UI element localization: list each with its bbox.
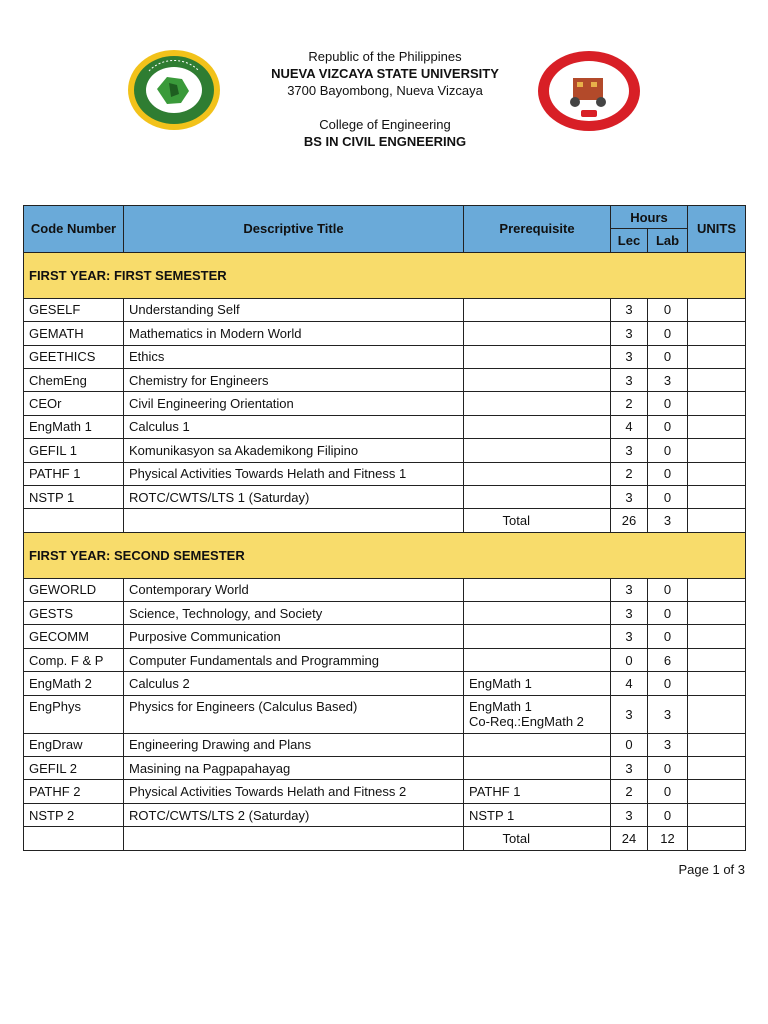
total-row: [24, 827, 746, 850]
lab-hours: 0: [648, 322, 688, 345]
lec-hours: 3: [611, 578, 648, 601]
lec-hours: 3: [611, 803, 648, 826]
table-row: [24, 439, 746, 462]
course-title: Engineering Drawing and Plans: [124, 733, 464, 756]
lec-hours: 2: [611, 780, 648, 803]
table-row: [24, 780, 746, 803]
course-title: Contemporary World: [124, 578, 464, 601]
code-number-header: Code Number: [24, 206, 124, 253]
total-lab: 12: [648, 827, 688, 850]
lab-hours: 0: [648, 757, 688, 780]
table-row: [24, 672, 746, 695]
lab-hours: 0: [648, 439, 688, 462]
table-row: [24, 368, 746, 391]
course-title: Mathematics in Modern World: [124, 322, 464, 345]
republic-line: Republic of the Philippines: [308, 49, 462, 64]
units-cell: [688, 392, 746, 415]
course-prerequisite: [464, 322, 611, 345]
units-cell: [688, 298, 746, 321]
course-code: PATHF 1: [24, 462, 124, 485]
course-code: GESTS: [24, 602, 124, 625]
table-row: [24, 602, 746, 625]
lab-hours: 6: [648, 648, 688, 671]
units-cell: [688, 415, 746, 438]
course-prerequisite: [464, 345, 611, 368]
units-header: UNITS: [688, 206, 746, 253]
units-cell: [688, 345, 746, 368]
course-code: GEFIL 2: [24, 757, 124, 780]
lab-hours: 0: [648, 345, 688, 368]
table-header-row: [24, 206, 746, 229]
table-row: [24, 695, 746, 733]
lec-hours: 3: [611, 322, 648, 345]
lab-hours: 0: [648, 803, 688, 826]
course-code: EngMath 2: [24, 672, 124, 695]
course-prerequisite: [464, 298, 611, 321]
course-prerequisite: [464, 462, 611, 485]
course-title: Ethics: [124, 345, 464, 368]
course-prerequisite: [464, 695, 611, 733]
course-title: Science, Technology, and Society: [124, 602, 464, 625]
units-cell: [688, 368, 746, 391]
table-row: [24, 757, 746, 780]
course-title: Physics for Engineers (Calculus Based): [124, 695, 464, 733]
total-label: Total: [464, 509, 611, 532]
college-name: College of Engineering: [319, 117, 451, 132]
table-row: [24, 462, 746, 485]
course-prerequisite: [464, 392, 611, 415]
course-code: NSTP 2: [24, 803, 124, 826]
units-cell: [688, 803, 746, 826]
course-prerequisite: [464, 733, 611, 756]
total-lec: 24: [611, 827, 648, 850]
units-cell: [688, 733, 746, 756]
lab-hours: 0: [648, 578, 688, 601]
lec-hours: 3: [611, 439, 648, 462]
lec-hours: 3: [611, 757, 648, 780]
course-title: Physical Activities Towards Helath and Fitness 2: [124, 780, 464, 803]
university-address: 3700 Bayombong, Nueva Vizcaya: [287, 83, 483, 98]
lec-hours: 3: [611, 368, 648, 391]
course-code: EngMath 1: [24, 415, 124, 438]
lec-header: Lec: [611, 229, 648, 252]
lec-hours: 4: [611, 415, 648, 438]
table-row: [24, 648, 746, 671]
lec-hours: 0: [611, 733, 648, 756]
lec-hours: 3: [611, 695, 648, 733]
course-title: ROTC/CWTS/LTS 2 (Saturday): [124, 803, 464, 826]
course-code: GEFIL 1: [24, 439, 124, 462]
course-prerequisite: [464, 415, 611, 438]
course-prerequisite: [464, 368, 611, 391]
units-cell: [688, 757, 746, 780]
table-row: [24, 485, 746, 508]
hours-header: Hours: [611, 206, 688, 229]
university-name: NUEVA VIZCAYA STATE UNIVERSITY: [271, 66, 499, 81]
course-title: Purposive Communication: [124, 625, 464, 648]
lab-hours: 0: [648, 485, 688, 508]
total-lec: 26: [611, 509, 648, 532]
lab-header: Lab: [648, 229, 688, 252]
total-row: [24, 509, 746, 532]
course-prerequisite: [464, 602, 611, 625]
units-cell: [688, 462, 746, 485]
units-cell: [688, 648, 746, 671]
total-label: Total: [464, 827, 611, 850]
document-header: [180, 48, 590, 150]
units-cell: [688, 578, 746, 601]
semester-label: FIRST YEAR: SECOND SEMESTER: [24, 532, 746, 578]
lab-hours: 0: [648, 672, 688, 695]
course-prerequisite: EngMath 1: [464, 672, 611, 695]
table-row: [24, 322, 746, 345]
prerequisite-line: EngMath 1: [469, 698, 532, 714]
units-cell: [688, 322, 746, 345]
units-cell: [688, 625, 746, 648]
descriptive-title-header: Descriptive Title: [124, 206, 464, 253]
course-prerequisite: [464, 578, 611, 601]
page-number: Page 1 of 3: [678, 862, 745, 877]
course-title: Chemistry for Engineers: [124, 368, 464, 391]
lab-hours: 0: [648, 415, 688, 438]
lab-hours: 3: [648, 368, 688, 391]
lab-hours: 3: [648, 695, 688, 733]
course-prerequisite: [464, 439, 611, 462]
course-code: EngDraw: [24, 733, 124, 756]
lec-hours: 2: [611, 462, 648, 485]
course-title: Masining na Pagpapahayag: [124, 757, 464, 780]
course-title: Calculus 1: [124, 415, 464, 438]
total-lab: 3: [648, 509, 688, 532]
course-title: Civil Engineering Orientation: [124, 392, 464, 415]
course-title: Understanding Self: [124, 298, 464, 321]
lab-hours: 0: [648, 462, 688, 485]
course-prerequisite: PATHF 1: [464, 780, 611, 803]
course-code: NSTP 1: [24, 485, 124, 508]
lab-hours: 0: [648, 392, 688, 415]
lab-hours: 0: [648, 298, 688, 321]
course-prerequisite: [464, 485, 611, 508]
course-title: ROTC/CWTS/LTS 1 (Saturday): [124, 485, 464, 508]
table-row: [24, 625, 746, 648]
table-row: [24, 733, 746, 756]
course-code: GEWORLD: [24, 578, 124, 601]
table-row: [24, 578, 746, 601]
course-prerequisite: [464, 625, 611, 648]
lec-hours: 3: [611, 485, 648, 508]
units-cell: [688, 602, 746, 625]
lec-hours: 2: [611, 392, 648, 415]
units-cell: [688, 485, 746, 508]
lec-hours: 3: [611, 298, 648, 321]
semester-row: [24, 252, 746, 298]
lec-hours: 3: [611, 345, 648, 368]
lab-hours: 0: [648, 625, 688, 648]
table-row: [24, 345, 746, 368]
units-cell: [688, 672, 746, 695]
lab-hours: 0: [648, 602, 688, 625]
lab-hours: 3: [648, 733, 688, 756]
course-code: GEETHICS: [24, 345, 124, 368]
table-row: [24, 415, 746, 438]
course-code: GEMATH: [24, 322, 124, 345]
course-prerequisite: [464, 757, 611, 780]
course-title: Calculus 2: [124, 672, 464, 695]
course-prerequisite: NSTP 1: [464, 803, 611, 826]
course-title: Physical Activities Towards Helath and Fitness 1: [124, 462, 464, 485]
lec-hours: 3: [611, 625, 648, 648]
lec-hours: 0: [611, 648, 648, 671]
corequisite-line: Co-Req.:EngMath 2: [469, 713, 584, 729]
course-code: GESELF: [24, 298, 124, 321]
table-row: [24, 392, 746, 415]
course-title: Computer Fundamentals and Programming: [124, 648, 464, 671]
units-cell: [688, 780, 746, 803]
units-cell: [688, 695, 746, 733]
prerequisite-header: Prerequisite: [464, 206, 611, 253]
lec-hours: 3: [611, 602, 648, 625]
table-row: [24, 803, 746, 826]
course-code: ChemEng: [24, 368, 124, 391]
course-code: GECOMM: [24, 625, 124, 648]
course-prerequisite: [464, 648, 611, 671]
semester-label: FIRST YEAR: FIRST SEMESTER: [24, 252, 746, 298]
semester-row: [24, 532, 746, 578]
program-name: BS IN CIVIL ENGNEERING: [303, 134, 467, 149]
lec-hours: 4: [611, 672, 648, 695]
units-cell: [688, 439, 746, 462]
course-code: PATHF 2: [24, 780, 124, 803]
course-title: Komunikasyon sa Akademikong Filipino: [124, 439, 464, 462]
table-row: [24, 298, 746, 321]
curriculum-table: [23, 205, 746, 851]
course-code: Comp. F & P: [24, 648, 124, 671]
course-code: EngPhys: [24, 695, 124, 733]
course-code: CEOr: [24, 392, 124, 415]
lab-hours: 0: [648, 780, 688, 803]
